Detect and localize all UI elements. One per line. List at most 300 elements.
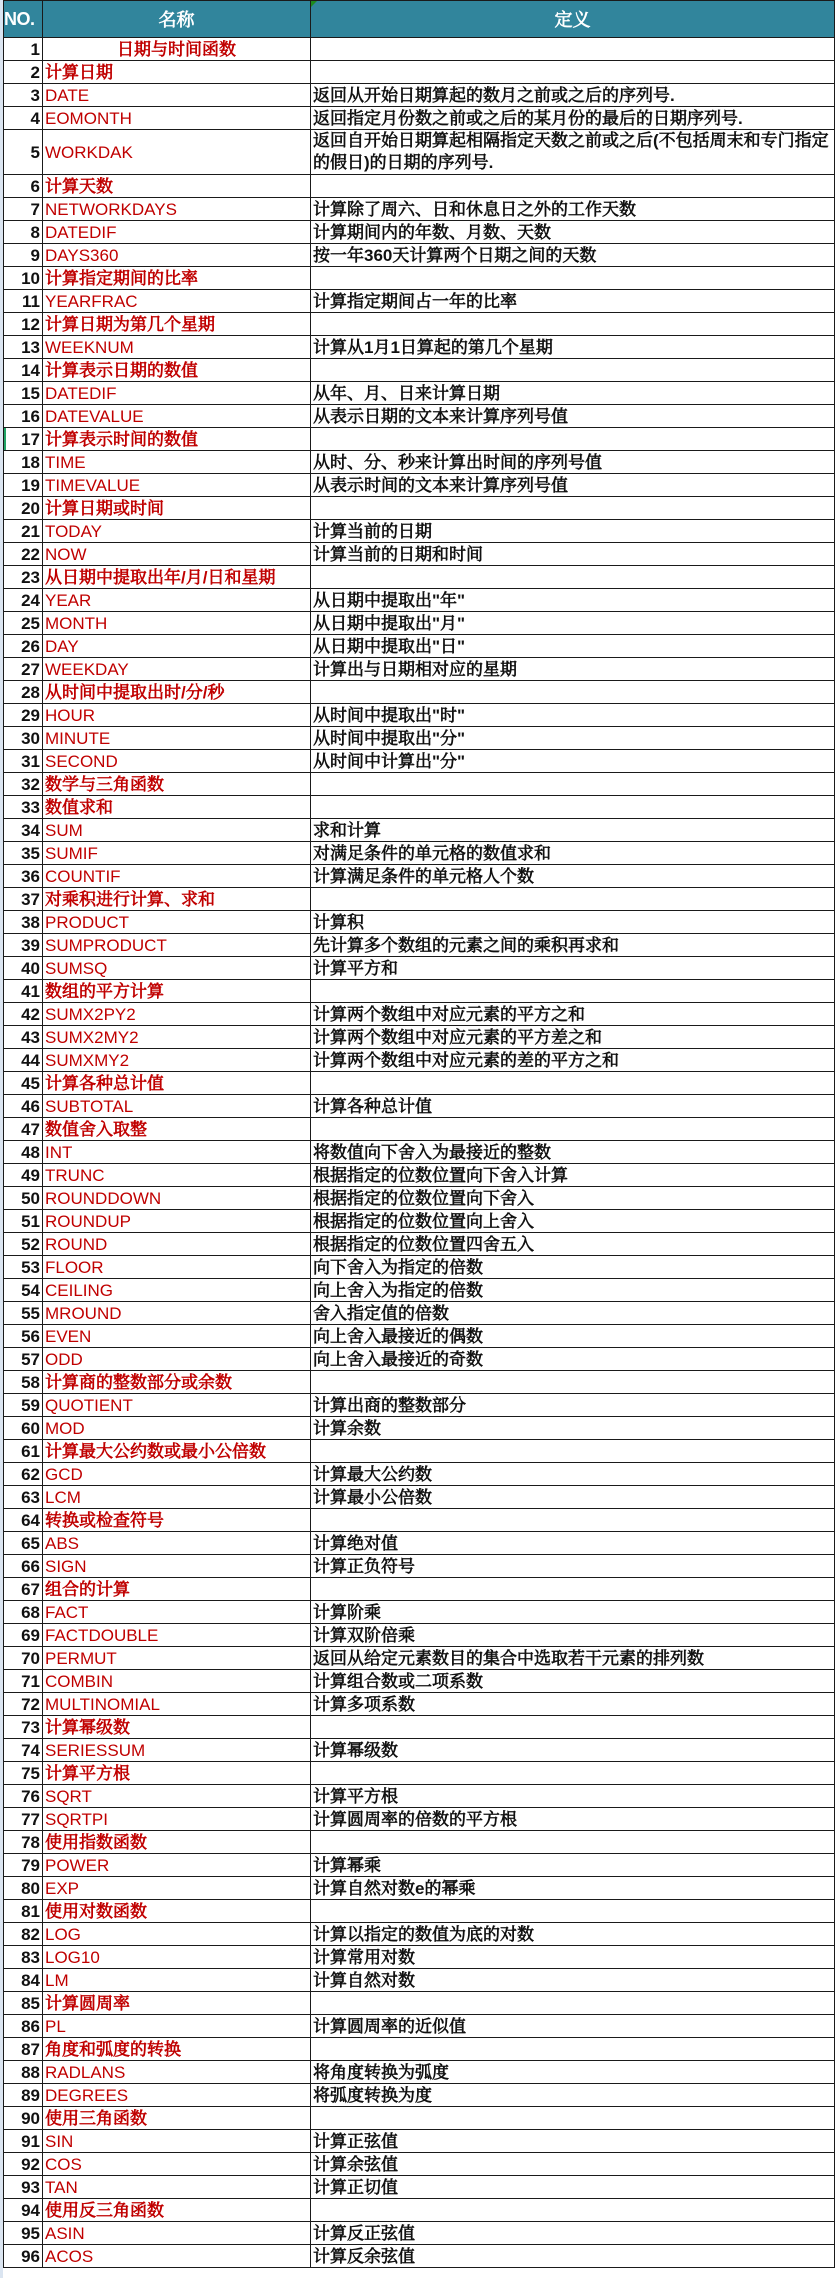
- row-number-cell[interactable]: 36: [4, 865, 43, 888]
- function-name-cell[interactable]: SUMX2MY2: [43, 1026, 311, 1049]
- row-number-cell[interactable]: 6: [4, 175, 43, 198]
- definition-cell[interactable]: 计算自然对数e的幂乘: [311, 1877, 835, 1900]
- function-name-cell[interactable]: TIMEVALUE: [43, 474, 311, 497]
- definition-cell[interactable]: 向上舍入最接近的偶数: [311, 1325, 835, 1348]
- function-name-cell[interactable]: FACT: [43, 1601, 311, 1624]
- row-number-cell[interactable]: 17: [4, 428, 43, 451]
- row-number-cell[interactable]: 55: [4, 1302, 43, 1325]
- row-number-cell[interactable]: 81: [4, 1900, 43, 1923]
- definition-cell[interactable]: 计算当前的日期: [311, 520, 835, 543]
- definition-cell[interactable]: 计算圆周率的近似值: [311, 2015, 835, 2038]
- function-name-cell[interactable]: PRODUCT: [43, 911, 311, 934]
- definition-cell[interactable]: 将数值向下舍入为最接近的整数: [311, 1141, 835, 1164]
- function-name-cell[interactable]: CEILING: [43, 1279, 311, 1302]
- definition-cell[interactable]: [311, 1072, 835, 1095]
- definition-cell[interactable]: 计算多项系数: [311, 1693, 835, 1716]
- function-name-cell[interactable]: LOG10: [43, 1946, 311, 1969]
- function-name-cell[interactable]: LCM: [43, 1486, 311, 1509]
- category-name-cell[interactable]: 数值求和: [43, 796, 311, 819]
- definition-cell[interactable]: 计算两个数组中对应元素的平方之和: [311, 1003, 835, 1026]
- row-number-cell[interactable]: 11: [4, 290, 43, 313]
- category-name-cell[interactable]: 计算各种总计值: [43, 1072, 311, 1095]
- definition-cell[interactable]: 计算反余弦值: [311, 2245, 835, 2268]
- function-row: [4, 1946, 835, 1969]
- row-number-cell[interactable]: 87: [4, 2038, 43, 2061]
- definition-cell[interactable]: 计算双阶倍乘: [311, 1624, 835, 1647]
- definition-cell[interactable]: 将角度转换为弧度: [311, 2061, 835, 2084]
- definition-cell[interactable]: 计算出与日期相对应的星期: [311, 658, 835, 681]
- category-name-cell[interactable]: 计算平方根: [43, 1762, 311, 1785]
- function-name-cell[interactable]: SQRTPI: [43, 1808, 311, 1831]
- category-name-cell[interactable]: 从日期中提取出年/月/日和星期: [43, 566, 311, 589]
- category-name-cell[interactable]: 计算日期: [43, 61, 311, 84]
- row-number-cell[interactable]: 95: [4, 2222, 43, 2245]
- function-row: [4, 1854, 835, 1877]
- row-number-cell[interactable]: 40: [4, 957, 43, 980]
- function-name-cell[interactable]: SQRT: [43, 1785, 311, 1808]
- function-name-cell[interactable]: SUMXMY2: [43, 1049, 311, 1072]
- function-name-cell[interactable]: SUMPRODUCT: [43, 934, 311, 957]
- function-row: [4, 1187, 835, 1210]
- function-name-cell[interactable]: DAY: [43, 635, 311, 658]
- row-number-cell[interactable]: 33: [4, 796, 43, 819]
- row-number-cell[interactable]: 88: [4, 2061, 43, 2084]
- category-name-cell[interactable]: 数值舍入取整: [43, 1118, 311, 1141]
- definition-cell[interactable]: 向上舍入最接近的奇数: [311, 1348, 835, 1371]
- definition-cell[interactable]: 计算除了周六、日和休息日之外的工作天数: [311, 198, 835, 221]
- function-name-cell[interactable]: ROUNDUP: [43, 1210, 311, 1233]
- row-number-cell[interactable]: 30: [4, 727, 43, 750]
- function-name-cell[interactable]: LM: [43, 1969, 311, 1992]
- row-number-cell[interactable]: 71: [4, 1670, 43, 1693]
- function-row: [4, 1877, 835, 1900]
- category-name-cell[interactable]: 使用指数函数: [43, 1831, 311, 1854]
- definition-cell[interactable]: 返回从给定元素数目的集合中选取若干元素的排列数: [311, 1647, 835, 1670]
- definition-cell[interactable]: 计算各种总计值: [311, 1095, 835, 1118]
- definition-cell[interactable]: 从年、月、日来计算日期: [311, 382, 835, 405]
- definition-cell[interactable]: 计算正负符号: [311, 1555, 835, 1578]
- definition-cell[interactable]: 计算积: [311, 911, 835, 934]
- row-number-cell[interactable]: 80: [4, 1877, 43, 1900]
- row-number-cell[interactable]: 89: [4, 2084, 43, 2107]
- definition-cell[interactable]: [311, 61, 835, 84]
- function-name-cell[interactable]: INT: [43, 1141, 311, 1164]
- category-name-cell[interactable]: 计算幂级数: [43, 1716, 311, 1739]
- row-number-cell[interactable]: 68: [4, 1601, 43, 1624]
- row-number-cell[interactable]: 77: [4, 1808, 43, 1831]
- row-number-cell[interactable]: 83: [4, 1946, 43, 1969]
- definition-cell[interactable]: 计算组合数或二项系数: [311, 1670, 835, 1693]
- row-number-cell[interactable]: 94: [4, 2199, 43, 2222]
- row-number-cell[interactable]: 25: [4, 612, 43, 635]
- function-name-cell[interactable]: TIME: [43, 451, 311, 474]
- definition-cell[interactable]: [311, 2199, 835, 2222]
- category-name-cell[interactable]: 角度和弧度的转换: [43, 2038, 311, 2061]
- row-number-cell[interactable]: 9: [4, 244, 43, 267]
- row-number-cell[interactable]: 18: [4, 451, 43, 474]
- row-number-cell[interactable]: 21: [4, 520, 43, 543]
- function-name-cell[interactable]: MROUND: [43, 1302, 311, 1325]
- category-name-cell[interactable]: 数学与三角函数: [43, 773, 311, 796]
- definition-cell[interactable]: 计算当前的日期和时间: [311, 543, 835, 566]
- function-name-cell[interactable]: NOW: [43, 543, 311, 566]
- definition-cell[interactable]: 计算余数: [311, 1417, 835, 1440]
- row-number-cell[interactable]: 39: [4, 934, 43, 957]
- row-number-cell[interactable]: 44: [4, 1049, 43, 1072]
- row-number-cell[interactable]: 69: [4, 1624, 43, 1647]
- row-number-cell[interactable]: 12: [4, 313, 43, 336]
- function-row: [4, 1969, 835, 1992]
- function-name-cell[interactable]: ROUND: [43, 1233, 311, 1256]
- definition-cell[interactable]: [311, 1831, 835, 1854]
- row-number-cell[interactable]: 4: [4, 107, 43, 130]
- category-name-cell[interactable]: 计算表示时间的数值: [43, 428, 311, 451]
- function-name-cell[interactable]: WORKDAK: [43, 130, 311, 175]
- function-name-cell[interactable]: MONTH: [43, 612, 311, 635]
- function-name-cell[interactable]: ACOS: [43, 2245, 311, 2268]
- definition-cell[interactable]: 从时间中计算出"分": [311, 750, 835, 773]
- definition-cell[interactable]: [311, 681, 835, 704]
- definition-cell[interactable]: 计算平方和: [311, 957, 835, 980]
- definition-cell[interactable]: 计算平方根: [311, 1785, 835, 1808]
- definition-cell[interactable]: [311, 1992, 835, 2015]
- function-name-cell[interactable]: ABS: [43, 1532, 311, 1555]
- row-number-cell[interactable]: 50: [4, 1187, 43, 1210]
- row-number-cell[interactable]: 70: [4, 1647, 43, 1670]
- header-name[interactable]: 名称: [43, 1, 311, 38]
- function-name-cell[interactable]: SIGN: [43, 1555, 311, 1578]
- definition-cell[interactable]: 对满足条件的单元格的数值求和: [311, 842, 835, 865]
- definition-cell[interactable]: 计算正切值: [311, 2176, 835, 2199]
- row-number-cell[interactable]: 51: [4, 1210, 43, 1233]
- row-number-cell[interactable]: 1: [4, 38, 43, 61]
- function-name-cell[interactable]: COMBIN: [43, 1670, 311, 1693]
- function-name-cell[interactable]: FLOOR: [43, 1256, 311, 1279]
- definition-cell[interactable]: 根据指定的位数位置四舍五入: [311, 1233, 835, 1256]
- function-name-cell[interactable]: GCD: [43, 1463, 311, 1486]
- row-number-cell[interactable]: 56: [4, 1325, 43, 1348]
- row-number-cell[interactable]: 54: [4, 1279, 43, 1302]
- definition-cell[interactable]: [311, 267, 835, 290]
- definition-cell[interactable]: [311, 175, 835, 198]
- function-name-cell[interactable]: MOD: [43, 1417, 311, 1440]
- definition-cell[interactable]: [311, 796, 835, 819]
- definition-cell[interactable]: 按一年360天计算两个日期之间的天数: [311, 244, 835, 267]
- function-name-cell[interactable]: COS: [43, 2153, 311, 2176]
- definition-cell[interactable]: 从时间中提取出"时": [311, 704, 835, 727]
- row-number-cell[interactable]: 13: [4, 336, 43, 359]
- definition-cell[interactable]: 舍入指定值的倍数: [311, 1302, 835, 1325]
- function-name-cell[interactable]: DATEDIF: [43, 382, 311, 405]
- definition-cell[interactable]: 计算指定期间占一年的比率: [311, 290, 835, 313]
- row-number-cell[interactable]: 48: [4, 1141, 43, 1164]
- row-number-cell[interactable]: 85: [4, 1992, 43, 2015]
- row-number-cell[interactable]: 93: [4, 2176, 43, 2199]
- definition-cell[interactable]: 向上舍入为指定的倍数: [311, 1279, 835, 1302]
- row-number-cell[interactable]: 15: [4, 382, 43, 405]
- definition-cell[interactable]: [311, 1900, 835, 1923]
- row-number-cell[interactable]: 28: [4, 681, 43, 704]
- row-number-cell[interactable]: 59: [4, 1394, 43, 1417]
- definition-cell[interactable]: [311, 1371, 835, 1394]
- row-number-cell[interactable]: 60: [4, 1417, 43, 1440]
- function-name-cell[interactable]: EXP: [43, 1877, 311, 1900]
- function-name-cell[interactable]: YEAR: [43, 589, 311, 612]
- definition-cell[interactable]: [311, 980, 835, 1003]
- row-number-cell[interactable]: 90: [4, 2107, 43, 2130]
- definition-cell[interactable]: 计算期间内的年数、月数、天数: [311, 221, 835, 244]
- function-name-cell[interactable]: EVEN: [43, 1325, 311, 1348]
- function-row: [4, 290, 835, 313]
- row-number-cell[interactable]: 78: [4, 1831, 43, 1854]
- definition-cell[interactable]: 从表示时间的文本来计算序列号值: [311, 474, 835, 497]
- category-name-cell[interactable]: 计算指定期间的比率: [43, 267, 311, 290]
- row-number-cell[interactable]: 65: [4, 1532, 43, 1555]
- category-name-cell[interactable]: 日期与时间函数: [43, 38, 311, 61]
- row-number-cell[interactable]: 72: [4, 1693, 43, 1716]
- row-number-cell[interactable]: 35: [4, 842, 43, 865]
- category-name-cell[interactable]: 对乘积进行计算、求和: [43, 888, 311, 911]
- row-number-cell[interactable]: 92: [4, 2153, 43, 2176]
- definition-cell[interactable]: 从表示日期的文本来计算序列号值: [311, 405, 835, 428]
- definition-cell[interactable]: 从时、分、秒来计算出时间的序列号值: [311, 451, 835, 474]
- function-name-cell[interactable]: ASIN: [43, 2222, 311, 2245]
- definition-cell[interactable]: 计算阶乘: [311, 1601, 835, 1624]
- definition-cell[interactable]: [311, 1440, 835, 1463]
- row-number-cell[interactable]: 53: [4, 1256, 43, 1279]
- definition-cell[interactable]: 计算两个数组中对应元素的平方差之和: [311, 1026, 835, 1049]
- definition-cell[interactable]: [311, 497, 835, 520]
- row-number-cell[interactable]: 8: [4, 221, 43, 244]
- definition-cell[interactable]: 计算最小公倍数: [311, 1486, 835, 1509]
- function-name-cell[interactable]: POWER: [43, 1854, 311, 1877]
- row-number-cell[interactable]: 2: [4, 61, 43, 84]
- definition-cell[interactable]: 根据指定的位数位置向下舍入: [311, 1187, 835, 1210]
- row-number-cell[interactable]: 76: [4, 1785, 43, 1808]
- row-number-cell[interactable]: 66: [4, 1555, 43, 1578]
- function-name-cell[interactable]: QUOTIENT: [43, 1394, 311, 1417]
- row-number-cell[interactable]: 3: [4, 84, 43, 107]
- row-number-cell[interactable]: 34: [4, 819, 43, 842]
- row-number-cell[interactable]: 79: [4, 1854, 43, 1877]
- row-number-cell[interactable]: 29: [4, 704, 43, 727]
- row-number-cell[interactable]: 16: [4, 405, 43, 428]
- definition-cell[interactable]: 求和计算: [311, 819, 835, 842]
- definition-cell[interactable]: 计算正弦值: [311, 2130, 835, 2153]
- definition-cell[interactable]: 计算余弦值: [311, 2153, 835, 2176]
- row-number-cell[interactable]: 58: [4, 1371, 43, 1394]
- row-number-cell[interactable]: 64: [4, 1509, 43, 1532]
- function-name-cell[interactable]: RADLANS: [43, 2061, 311, 2084]
- function-name-cell[interactable]: TAN: [43, 2176, 311, 2199]
- row-number-cell[interactable]: 26: [4, 635, 43, 658]
- definition-cell[interactable]: [311, 428, 835, 451]
- definition-cell[interactable]: 计算绝对值: [311, 1532, 835, 1555]
- function-name-cell[interactable]: SUBTOTAL: [43, 1095, 311, 1118]
- function-name-cell[interactable]: MINUTE: [43, 727, 311, 750]
- function-name-cell[interactable]: FACTDOUBLE: [43, 1624, 311, 1647]
- category-name-cell[interactable]: 使用三角函数: [43, 2107, 311, 2130]
- row-number-cell[interactable]: 47: [4, 1118, 43, 1141]
- definition-cell[interactable]: [311, 773, 835, 796]
- function-name-cell[interactable]: HOUR: [43, 704, 311, 727]
- category-name-cell[interactable]: 从时间中提取出时/分/秒: [43, 681, 311, 704]
- row-number-cell[interactable]: 43: [4, 1026, 43, 1049]
- definition-cell[interactable]: [311, 1762, 835, 1785]
- row-number-cell[interactable]: 24: [4, 589, 43, 612]
- header-no[interactable]: NO.: [4, 1, 43, 38]
- function-name-cell[interactable]: TRUNC: [43, 1164, 311, 1187]
- row-number-cell[interactable]: 73: [4, 1716, 43, 1739]
- row-number-cell[interactable]: 91: [4, 2130, 43, 2153]
- definition-cell[interactable]: [311, 566, 835, 589]
- category-name-cell[interactable]: 计算表示日期的数值: [43, 359, 311, 382]
- category-name-cell[interactable]: 计算天数: [43, 175, 311, 198]
- definition-cell[interactable]: [311, 1509, 835, 1532]
- definition-cell[interactable]: [311, 2107, 835, 2130]
- row-number-cell[interactable]: 19: [4, 474, 43, 497]
- function-name-cell[interactable]: TODAY: [43, 520, 311, 543]
- category-name-cell[interactable]: 使用反三角函数: [43, 2199, 311, 2222]
- function-name-cell[interactable]: ROUNDDOWN: [43, 1187, 311, 1210]
- row-number-cell[interactable]: 45: [4, 1072, 43, 1095]
- row-number-cell[interactable]: 42: [4, 1003, 43, 1026]
- definition-cell[interactable]: [311, 1578, 835, 1601]
- function-row: [4, 405, 835, 428]
- definition-cell[interactable]: 计算幂级数: [311, 1739, 835, 1762]
- category-name-cell[interactable]: 使用对数函数: [43, 1900, 311, 1923]
- definition-cell[interactable]: 返回从开始日期算起的数月之前或之后的序列号.: [311, 84, 835, 107]
- row-number-cell[interactable]: 52: [4, 1233, 43, 1256]
- definition-cell[interactable]: 计算两个数组中对应元素的差的平方之和: [311, 1049, 835, 1072]
- row-number-cell[interactable]: 27: [4, 658, 43, 681]
- row-number-cell[interactable]: 32: [4, 773, 43, 796]
- row-number-cell[interactable]: 74: [4, 1739, 43, 1762]
- category-name-cell[interactable]: 计算最大公约数或最小公倍数: [43, 1440, 311, 1463]
- definition-cell[interactable]: [311, 1118, 835, 1141]
- definition-cell[interactable]: 从日期中提取出"年": [311, 589, 835, 612]
- row-number-cell[interactable]: 96: [4, 2245, 43, 2268]
- definition-cell[interactable]: 计算出商的整数部分: [311, 1394, 835, 1417]
- row-number-cell[interactable]: 31: [4, 750, 43, 773]
- row-number-cell[interactable]: 41: [4, 980, 43, 1003]
- definition-cell[interactable]: 从时间中提取出"分": [311, 727, 835, 750]
- function-name-cell[interactable]: ODD: [43, 1348, 311, 1371]
- comment-indicator-icon: [311, 1, 317, 7]
- row-number-cell[interactable]: 10: [4, 267, 43, 290]
- row-number-cell[interactable]: 75: [4, 1762, 43, 1785]
- row-number-cell[interactable]: 14: [4, 359, 43, 382]
- function-name-cell[interactable]: YEARFRAC: [43, 290, 311, 313]
- row-number-cell[interactable]: 5: [4, 130, 43, 175]
- function-name-cell[interactable]: SIN: [43, 2130, 311, 2153]
- function-name-cell[interactable]: COUNTIF: [43, 865, 311, 888]
- row-number-cell[interactable]: 57: [4, 1348, 43, 1371]
- definition-cell[interactable]: [311, 888, 835, 911]
- definition-cell[interactable]: 计算常用对数: [311, 1946, 835, 1969]
- function-name-cell[interactable]: DAYS360: [43, 244, 311, 267]
- definition-cell[interactable]: [311, 38, 835, 61]
- category-name-cell[interactable]: 计算商的整数部分或余数: [43, 1371, 311, 1394]
- row-number-cell[interactable]: 63: [4, 1486, 43, 1509]
- category-name-cell[interactable]: 计算日期或时间: [43, 497, 311, 520]
- row-number-cell[interactable]: 84: [4, 1969, 43, 1992]
- function-name-cell[interactable]: SUMSQ: [43, 957, 311, 980]
- row-number-cell[interactable]: 22: [4, 543, 43, 566]
- function-name-cell[interactable]: SUMIF: [43, 842, 311, 865]
- definition-cell[interactable]: 计算反正弦值: [311, 2222, 835, 2245]
- function-name-cell[interactable]: DATE: [43, 84, 311, 107]
- function-name-cell[interactable]: SECOND: [43, 750, 311, 773]
- header-definition[interactable]: [311, 1, 835, 38]
- category-name-cell[interactable]: 组合的计算: [43, 1578, 311, 1601]
- row-number-cell[interactable]: 61: [4, 1440, 43, 1463]
- row-number-cell[interactable]: 67: [4, 1578, 43, 1601]
- function-name-cell[interactable]: SERIESSUM: [43, 1739, 311, 1762]
- function-name-cell[interactable]: EOMONTH: [43, 107, 311, 130]
- definition-cell[interactable]: 向下舍入为指定的倍数: [311, 1256, 835, 1279]
- row-number-cell[interactable]: 82: [4, 1923, 43, 1946]
- function-name-cell[interactable]: MULTINOMIAL: [43, 1693, 311, 1716]
- definition-cell[interactable]: 返回自开始日期算起相隔指定天数之前或之后(不包括周末和专门指定的假日)的日期的序列号.: [311, 130, 835, 175]
- definition-cell[interactable]: 从日期中提取出"月": [311, 612, 835, 635]
- function-name-cell[interactable]: WEEKDAY: [43, 658, 311, 681]
- function-name-cell[interactable]: WEEKNUM: [43, 336, 311, 359]
- row-number-cell[interactable]: 7: [4, 198, 43, 221]
- definition-cell[interactable]: 计算满足条件的单元格人个数: [311, 865, 835, 888]
- row-number-cell[interactable]: 38: [4, 911, 43, 934]
- definition-cell[interactable]: [311, 2038, 835, 2061]
- definition-cell[interactable]: 计算最大公约数: [311, 1463, 835, 1486]
- function-name-cell[interactable]: SUMX2PY2: [43, 1003, 311, 1026]
- definition-cell[interactable]: 从日期中提取出"日": [311, 635, 835, 658]
- definition-cell[interactable]: 计算圆周率的倍数的平方根: [311, 1808, 835, 1831]
- row-number-cell[interactable]: 62: [4, 1463, 43, 1486]
- definition-cell[interactable]: 计算幂乘: [311, 1854, 835, 1877]
- function-name-cell[interactable]: SUM: [43, 819, 311, 842]
- function-name-cell[interactable]: DATEDIF: [43, 221, 311, 244]
- definition-cell[interactable]: 返回指定月份数之前或之后的某月份的最后的日期序列号.: [311, 107, 835, 130]
- function-name-cell[interactable]: PL: [43, 2015, 311, 2038]
- function-name-cell[interactable]: NETWORKDAYS: [43, 198, 311, 221]
- function-name-cell[interactable]: DATEVALUE: [43, 405, 311, 428]
- definition-cell[interactable]: 根据指定的位数位置向上舍入: [311, 1210, 835, 1233]
- definition-cell[interactable]: [311, 313, 835, 336]
- function-name-cell[interactable]: PERMUT: [43, 1647, 311, 1670]
- definition-cell[interactable]: 计算从1月1日算起的第几个星期: [311, 336, 835, 359]
- definition-cell[interactable]: 计算自然对数: [311, 1969, 835, 1992]
- definition-cell[interactable]: 计算以指定的数值为底的对数: [311, 1923, 835, 1946]
- definition-cell[interactable]: 根据指定的位数位置向下舍入计算: [311, 1164, 835, 1187]
- definition-cell[interactable]: 先计算多个数组的元素之间的乘积再求和: [311, 934, 835, 957]
- category-name-cell[interactable]: 转换或检查符号: [43, 1509, 311, 1532]
- definition-cell[interactable]: [311, 359, 835, 382]
- row-number-cell[interactable]: 23: [4, 566, 43, 589]
- function-row: [4, 1302, 835, 1325]
- definition-cell[interactable]: [311, 1716, 835, 1739]
- row-number-cell[interactable]: 49: [4, 1164, 43, 1187]
- row-number-cell[interactable]: 86: [4, 2015, 43, 2038]
- definition-cell[interactable]: 将弧度转换为度: [311, 2084, 835, 2107]
- row-number-cell[interactable]: 46: [4, 1095, 43, 1118]
- function-name-cell[interactable]: LOG: [43, 1923, 311, 1946]
- function-name-cell[interactable]: DEGREES: [43, 2084, 311, 2107]
- row-number-cell[interactable]: 37: [4, 888, 43, 911]
- category-name-cell[interactable]: 计算圆周率: [43, 1992, 311, 2015]
- category-name-cell[interactable]: 计算日期为第几个星期: [43, 313, 311, 336]
- row-number-cell[interactable]: 20: [4, 497, 43, 520]
- category-name-cell[interactable]: 数组的平方计算: [43, 980, 311, 1003]
